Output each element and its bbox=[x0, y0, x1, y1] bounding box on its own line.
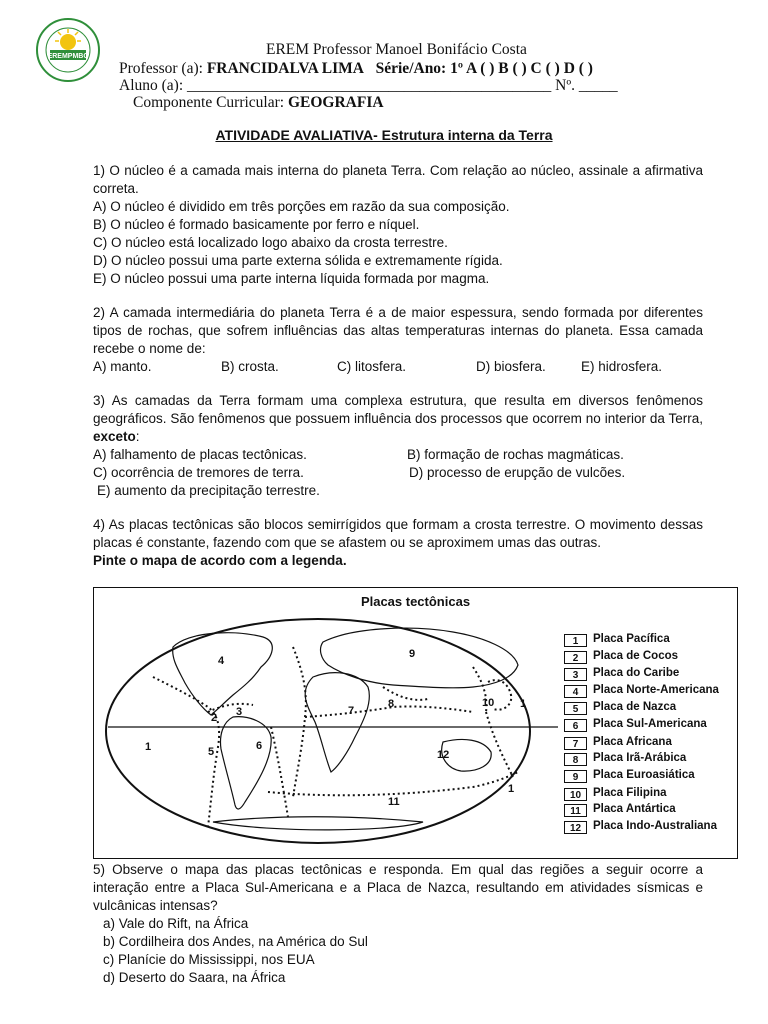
question-2-option-b: B) crosta. bbox=[221, 359, 279, 374]
plate-number-2: 2 bbox=[211, 712, 218, 724]
question-1-option-d: D) O núcleo possui uma parte externa sólida e extremamente rígida. bbox=[93, 253, 503, 268]
plate-number-5: 5 bbox=[208, 746, 215, 758]
legend-number: 1 bbox=[564, 634, 587, 647]
legend-number: 11 bbox=[564, 804, 587, 817]
plate-number-6: 6 bbox=[256, 740, 263, 752]
legend-number: 9 bbox=[564, 770, 587, 783]
question-3-option-a: A) falhamento de placas tectônicas. bbox=[93, 447, 307, 462]
question-5 bbox=[93, 861, 703, 987]
plate-number-7: 7 bbox=[348, 705, 355, 717]
legend-label: Placa Norte-Americana bbox=[593, 684, 719, 696]
professor-name: FRANCIDALVA LIMA bbox=[206, 60, 364, 77]
professor-line bbox=[119, 60, 593, 78]
question-5-option-a: a) Vale do Rift, na África bbox=[103, 916, 249, 931]
activity-title: ATIVIDADE AVALIATIVA- Estrutura interna da Terra bbox=[215, 127, 553, 143]
question-5-option-c: c) Planície do Mississippi, nos EUA bbox=[103, 952, 315, 967]
question-3-option-e: E) aumento da precipitação terrestre. bbox=[97, 483, 320, 498]
legend-label: Placa Indo-Australiana bbox=[593, 820, 717, 832]
question-2-option-e: E) hidrosfera. bbox=[581, 359, 663, 374]
question-1-stem: 1) O núcleo é a camada mais interna do planeta Terra. Com relação ao núcleo, assinale a afirmativa correta. bbox=[93, 163, 703, 196]
legend-number: 12 bbox=[564, 821, 587, 834]
question-3-stem-bold: exceto bbox=[93, 429, 136, 444]
legend-number: 3 bbox=[564, 668, 587, 681]
question-3-stem-wrap bbox=[93, 392, 703, 446]
question-1-option-e: E) O núcleo possui uma parte interna líquida formada por magma. bbox=[93, 271, 490, 286]
legend-label: Placa Pacífica bbox=[593, 633, 670, 645]
plate-number-10: 10 bbox=[482, 697, 495, 709]
plate-number-1-bottom: 1 bbox=[508, 783, 515, 795]
legend-number: 4 bbox=[564, 685, 587, 698]
legend-number: 5 bbox=[564, 702, 587, 715]
plate-number-8: 8 bbox=[388, 698, 395, 710]
plate-number-12: 12 bbox=[437, 749, 450, 761]
plate-number-1-right: 1 bbox=[520, 698, 527, 710]
legend-label: Placa Filipina bbox=[593, 787, 667, 799]
plate-number-3: 3 bbox=[236, 706, 243, 718]
plate-number-11: 11 bbox=[388, 796, 400, 808]
plate-number-9: 9 bbox=[409, 648, 416, 660]
legend-number: 7 bbox=[564, 737, 587, 750]
componente-line bbox=[133, 94, 384, 112]
question-2-option-c: C) litosfera. bbox=[337, 359, 407, 374]
legend-number: 10 bbox=[564, 788, 587, 801]
plate-number-1-left: 1 bbox=[145, 741, 152, 753]
question-3-option-d: D) processo de erupção de vulcões. bbox=[409, 465, 626, 480]
plate-number-4: 4 bbox=[218, 655, 225, 667]
question-1-option-c: C) O núcleo está localizado logo abaixo da crosta terrestre. bbox=[93, 235, 448, 250]
question-2 bbox=[93, 304, 703, 376]
componente-label: Componente Curricular: bbox=[133, 94, 288, 111]
legend-label: Placa Sul-Americana bbox=[593, 718, 707, 730]
question-1 bbox=[93, 162, 703, 288]
logo-text: EREMPMBC bbox=[47, 53, 89, 60]
componente-value: GEOGRAFIA bbox=[287, 94, 384, 111]
question-3-stem-end: : bbox=[135, 429, 140, 444]
legend-label: Placa do Caribe bbox=[593, 667, 680, 679]
legend-label: Placa Irã-Arábica bbox=[593, 752, 687, 764]
school-logo bbox=[36, 18, 100, 82]
legend-label: Placa Antártica bbox=[593, 803, 676, 815]
legend-number: 6 bbox=[564, 719, 587, 732]
question-5-option-d: d) Deserto do Saara, na África bbox=[103, 970, 286, 985]
question-3 bbox=[93, 392, 703, 500]
legend-label: Placa de Cocos bbox=[593, 650, 679, 662]
question-4-instruction: Pinte o mapa de acordo com a legenda. bbox=[93, 553, 347, 568]
school-name: EREM Professor Manoel Bonifácio Costa bbox=[266, 41, 527, 58]
question-3-option-b: B) formação de rochas magmáticas. bbox=[407, 447, 624, 462]
question-3-stem: 3) As camadas da Terra formam uma complexa estrutura, que resulta em diversos fenômenos geográficos. São fenômenos que possuem influência dos processos que ocorrem no interior da Terra, bbox=[93, 393, 703, 426]
question-4 bbox=[93, 516, 703, 570]
serie-label: Série/Ano: 1º A ( ) B ( ) C ( ) D ( ) bbox=[375, 60, 593, 77]
question-4-stem: 4) As placas tectônicas são blocos semirrígidos que formam a crosta terrestre. O movimento dessas placas é constante, fazendo com que se afastem ou se aproximem umas das outras. bbox=[93, 517, 703, 550]
question-3-row-2 bbox=[93, 464, 703, 482]
legend-label: Placa de Nazca bbox=[593, 701, 677, 713]
legend-number: 2 bbox=[564, 651, 587, 664]
legend-label: Placa Africana bbox=[593, 736, 672, 748]
legend-label: Placa Euroasiática bbox=[593, 769, 695, 781]
question-5-stem: 5) Observe o mapa das placas tectônicas e responda. Em qual das regiões a seguir ocorre a interação entre a Placa Sul-Americana e a Placa de Nazca, resultando em atividades sísmicas e vulcânicas intensas? bbox=[93, 862, 703, 913]
question-2-options bbox=[93, 358, 703, 376]
question-3-option-c: C) ocorrência de tremores de terra. bbox=[93, 465, 304, 480]
professor-label: Professor (a): bbox=[119, 60, 207, 77]
question-5-option-b: b) Cordilheira dos Andes, na América do Sul bbox=[103, 934, 368, 949]
question-1-option-b: B) O núcleo é formado basicamente por ferro e níquel. bbox=[93, 217, 420, 232]
question-2-option-a: A) manto. bbox=[93, 359, 152, 374]
question-3-row-3 bbox=[93, 482, 703, 500]
aluno-line: Aluno (a): _______________________________________________ Nº. _____ bbox=[119, 77, 618, 94]
question-1-option-a: A) O núcleo é dividido em três porções em razão da sua composição. bbox=[93, 199, 510, 214]
question-2-option-d: D) biosfera. bbox=[476, 359, 546, 374]
question-2-stem: 2) A camada intermediária do planeta Terra é a de maior espessura, sendo formada por diferentes tipos de rochas, que sofrem influências das altas temperaturas internas do planeta. Essa camada recebe o nome de: bbox=[93, 305, 703, 356]
map-title: Placas tectônicas bbox=[360, 594, 471, 609]
question-3-row-1 bbox=[93, 446, 703, 464]
legend-number: 8 bbox=[564, 753, 587, 766]
